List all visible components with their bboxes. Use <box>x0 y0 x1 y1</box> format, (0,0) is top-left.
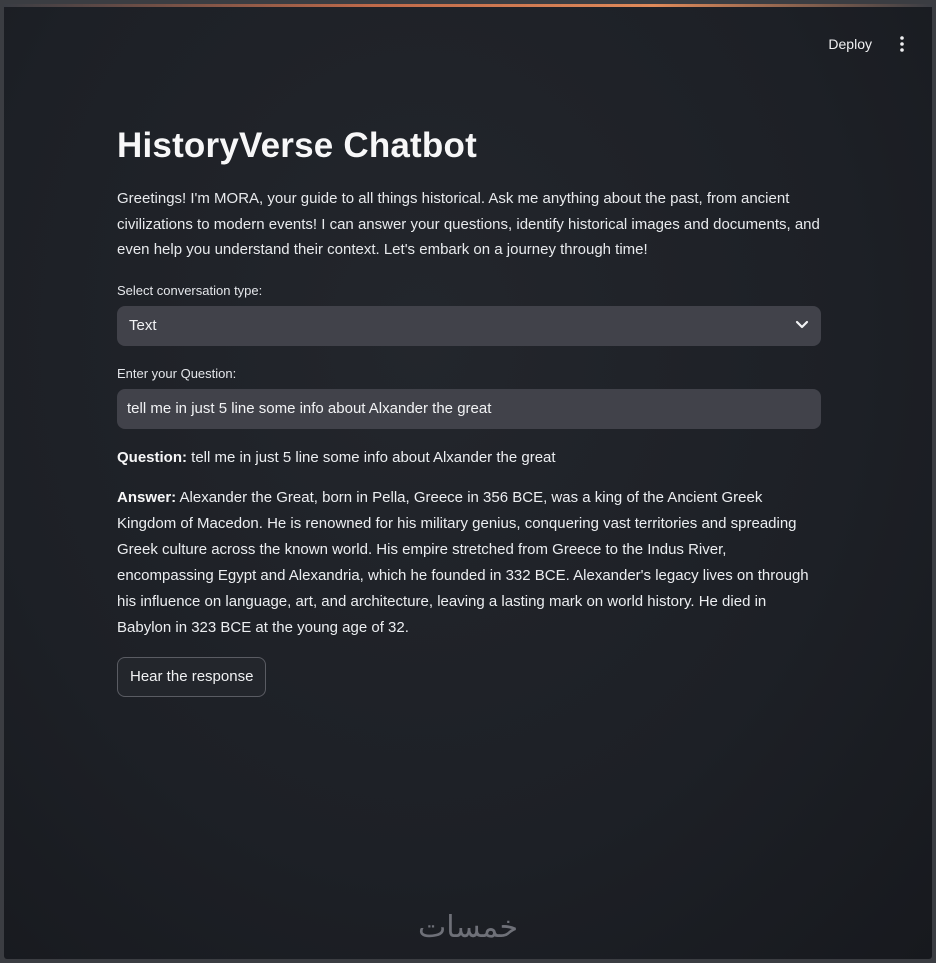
question-input-value: tell me in just 5 line some info about Alxander the great <box>127 400 492 417</box>
hear-response-button[interactable]: Hear the response <box>117 657 266 697</box>
chevron-down-icon <box>795 317 809 335</box>
watermark-logo: خمسات <box>417 910 519 945</box>
answer-display <box>117 485 821 641</box>
deploy-button[interactable]: Deploy <box>826 32 874 56</box>
intro-text: Greetings! I'm MORA, your guide to all things historical. Ask me anything about the past, from ancient civilizations to modern events! I can answer your questions, identify historical images and documents, and even help you understand their context. Let's embark on a journey through time! <box>117 190 820 258</box>
conversation-type-label: Select conversation type: <box>117 282 263 298</box>
conversation-type-value: Text <box>129 317 157 334</box>
conversation-type-select[interactable] <box>117 306 821 346</box>
kebab-menu-icon[interactable] <box>894 34 910 54</box>
top-accent-bar <box>4 4 932 7</box>
question-text: tell me in just 5 line some info about Alxander the great <box>191 448 556 466</box>
question-prefix: Question: <box>117 448 187 466</box>
question-input[interactable] <box>117 389 821 429</box>
answer-prefix: Answer: <box>117 488 177 506</box>
question-input-label: Enter your Question: <box>117 365 237 381</box>
page-title: HistoryVerse Chatbot <box>117 126 477 165</box>
header-toolbar <box>826 32 910 56</box>
question-display <box>117 445 821 471</box>
answer-text: Alexander the Great, born in Pella, Greece in 356 BCE, was a king of the Ancient Greek Kingdom of Macedon. He is renowned for his military genius, conquering vast territories and spreading Greek culture across the known world. His empire stretched from Greece to the Indus River, encompassing Egypt and Alexandria, which he founded in 332 BCE. Alexander's legacy lives on through his influence on language, art, and architecture, leaving a lasting mark on world history. He died in Babylon in 323 BCE at the young age of 32. <box>117 488 809 636</box>
main-content <box>117 124 821 697</box>
app-viewport <box>4 4 932 959</box>
